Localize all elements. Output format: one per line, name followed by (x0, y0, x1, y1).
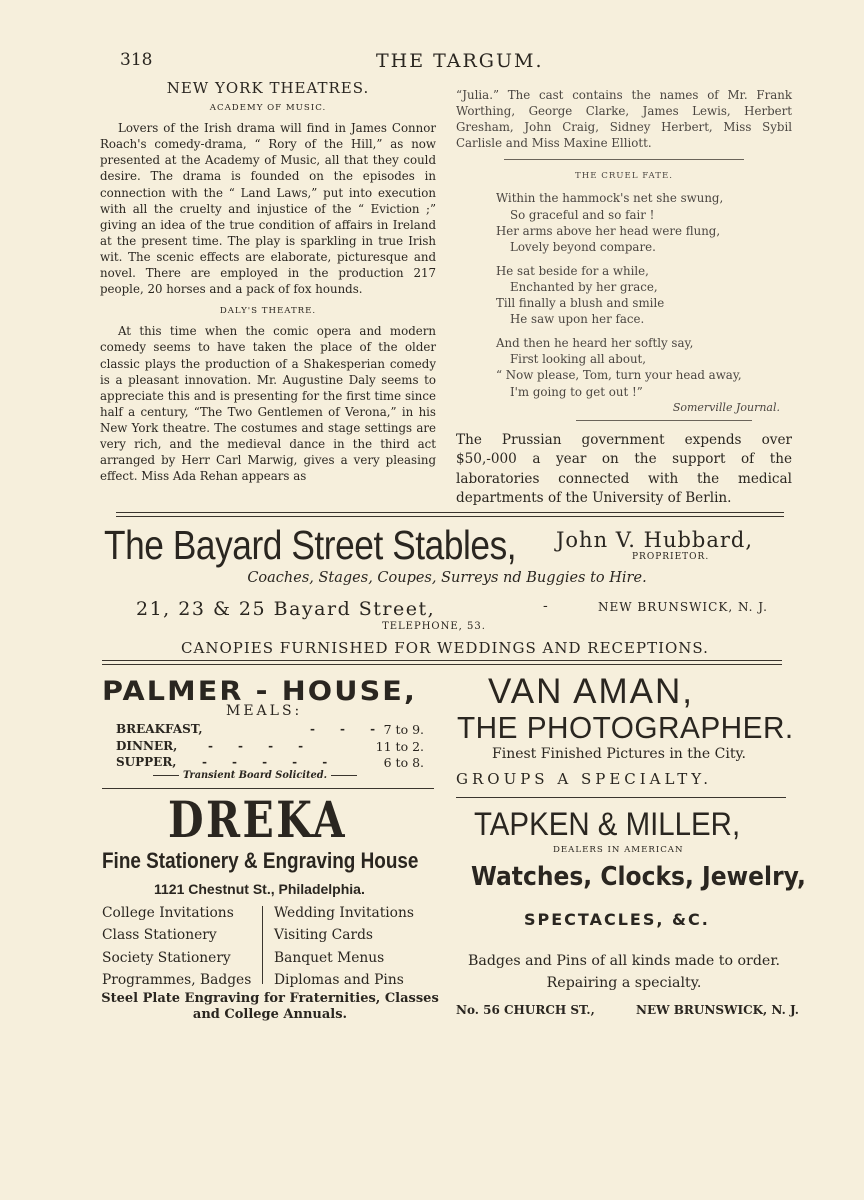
vanaman-name: VAN AMAN, (488, 672, 695, 711)
palmer-meals-label: MEALS: (226, 703, 303, 719)
prussia-note: The Prussian government expends over $50,-000 a year on the support of the laboratories connected with the medical departments of the University of Berlin. (456, 431, 792, 507)
poem-attribution: Somerville Journal. (672, 400, 780, 414)
meal-time: 11 to 2. (375, 739, 424, 754)
article-continuation: “Julia.” The cast contains the names of Mr. Frank Worthing, George Clarke, James Lewis, Herbert Gresham, John Craig, Sidney Herbert, Miss Sybil Carlisle and Miss Maxine Elliott. (456, 88, 792, 151)
double-rule (116, 512, 784, 517)
meal-name: DINNER, (116, 739, 178, 753)
dreka-service: Wedding Invitations (274, 905, 414, 921)
poem-line: Lovely beyond compare. (510, 239, 656, 254)
stables-services: Coaches, Stages, Coupes, Surreys nd Buggies to Hire. (247, 570, 647, 586)
meal-time: 6 to 8. (383, 755, 424, 770)
divider (102, 788, 434, 789)
poem-line: He sat beside for a while, (496, 263, 649, 278)
poem-line: So graceful and so fair ! (510, 207, 655, 222)
tapken-badges (456, 951, 792, 994)
tapken-spectacles: SPECTACLES, &C. (524, 910, 710, 929)
divider (504, 159, 744, 160)
meal-name: SUPPER, (116, 755, 177, 769)
poem-line: First looking all about, (510, 352, 647, 367)
article-column-right (456, 87, 792, 523)
dreka-service: Society Stationery (102, 949, 231, 966)
dreka-service: Banquet Menus (274, 949, 385, 966)
stables-city: NEW BRUNSWICK, N. J. (598, 600, 768, 614)
poem-stanza (496, 263, 792, 327)
dreka-name: DREKA (168, 790, 347, 849)
palmer-note: Transient Board Solicited. (130, 770, 380, 781)
meal-row (116, 755, 424, 769)
double-rule (102, 660, 782, 665)
dreka-address: 1121 Chestnut St., Philadelphia. (154, 881, 365, 897)
meal-dashes: - - - - (208, 739, 304, 753)
poem-line: Till finally a blush and smile (496, 296, 665, 311)
stables-proprietor-name: John V. Hubbard, (556, 528, 754, 552)
tapken-address: No. 56 CHURCH ST., (456, 1003, 595, 1017)
vanaman-title: THE PHOTOGRAPHER. (457, 710, 794, 745)
stables-tagline: CANOPIES FURNISHED FOR WEDDINGS AND RECEPTIONS. (181, 639, 709, 657)
poem-line: He saw upon her face. (510, 312, 645, 327)
poem-title: THE CRUEL FATE. (575, 171, 673, 182)
tapken-badges-line: Badges and Pins of all kinds made to order. (467, 953, 781, 969)
vanaman-specialty: GROUPS A SPECIALTY. (456, 770, 712, 788)
meal-row (116, 722, 424, 736)
meal-dashes: - - - - - (202, 755, 328, 769)
dreka-service: Diplomas and Pins (274, 971, 404, 988)
tapken-dealers: DEALERS IN AMERICAN (553, 845, 684, 855)
dreka-services-col2 (274, 902, 414, 991)
divider (576, 420, 752, 421)
article-column-left (100, 80, 436, 484)
meal-name: BREAKFAST, (116, 722, 203, 736)
poem-line: And then he heard her softly say, (496, 336, 694, 351)
divider (456, 797, 786, 798)
stables-telephone: TELEPHONE, 53. (382, 621, 486, 632)
dreka-service: Visiting Cards (274, 927, 373, 944)
meal-row (116, 739, 424, 753)
poem-line: Her arms above her head were flung, (496, 223, 721, 238)
stables-separator: - (543, 598, 548, 614)
section-text-dalys: At this time when the comic opera and modern comedy seems to have taken the place of the older classic plays the production of a Shakesperian comedy is a pleasant innovation. Mr. Augustine Daly seems to appreciate this and is presenting for the first time since half a century, “The Two Gentlemen of Verona,” in his New York theatre. The costumes and stage settings are very rich, and the medieval dance in the third act arranged by Herr Carl Marwig, gives a very pleasing effect. Miss Ada Rehan appears as (100, 324, 436, 484)
section-text-academy: Lovers of the Irish drama will find in James Connor Roach's comedy-drama, “ Rory of the Hill,” as now presented at the Academy of Music, all that they could desire. The drama is founded on the episodes in connection with the “ Land Laws,” put into execution with all the cruelty and injustice of the “ Eviction ;” giving an idea of the true condition of affairs in Ireland at the present time. The play is sparkling in true Irish wit. The scenic effects are elaborate, picturesque and novel. There are employed in the production 217 people, 20 horses and a pack of fox hounds. (100, 121, 436, 297)
poem-line: “ Now please, Tom, turn your head away, (496, 368, 742, 383)
tapken-goods: Watches, Clocks, Jewelry, (471, 862, 806, 892)
dreka-service: College Invitations (102, 905, 234, 921)
dreka-service: Class Stationery (102, 927, 217, 944)
poem-line: I'm going to get out !” (510, 384, 643, 399)
meal-dashes: - - - (310, 722, 376, 736)
poem-stanza (496, 335, 792, 399)
tapken-name: TAPKEN & MILLER, (474, 806, 741, 842)
dreka-subtitle: Fine Stationery & Engraving House (102, 848, 419, 873)
stables-proprietor-label: PROPRIETOR. (632, 552, 710, 562)
poem-line: Enchanted by her grace, (510, 279, 658, 294)
article-title: NEW YORK THEATRES. (166, 79, 370, 97)
column-divider (262, 906, 263, 984)
page-number: 318 (120, 50, 153, 70)
palmer-house-name: PALMER - HOUSE, (102, 676, 417, 707)
poem-stanza (496, 190, 792, 254)
tapken-city: NEW BRUNSWICK, N. J. (636, 1003, 799, 1017)
dreka-services-col1 (102, 902, 251, 991)
dreka-footer: Steel Plate Engraving for Fraternities, Classes and College Annuals. (101, 991, 439, 1022)
stables-address: 21, 23 & 25 Bayard Street, (136, 598, 436, 620)
section-heading-dalys: DALY'S THEATRE. (219, 306, 317, 317)
running-title: THE TARGUM. (376, 50, 544, 72)
meal-time: 7 to 9. (383, 722, 424, 737)
stables-name: The Bayard Street Stables, (104, 522, 517, 568)
dreka-service: Programmes, Badges (102, 971, 252, 988)
vanaman-tagline: Finest Finished Pictures in the City. (492, 746, 746, 762)
section-heading-academy: ACADEMY OF MUSIC. (209, 103, 327, 114)
poem-line: Within the hammock's net she swung, (496, 191, 724, 206)
tapken-repairing-line: Repairing a specialty. (546, 974, 702, 991)
